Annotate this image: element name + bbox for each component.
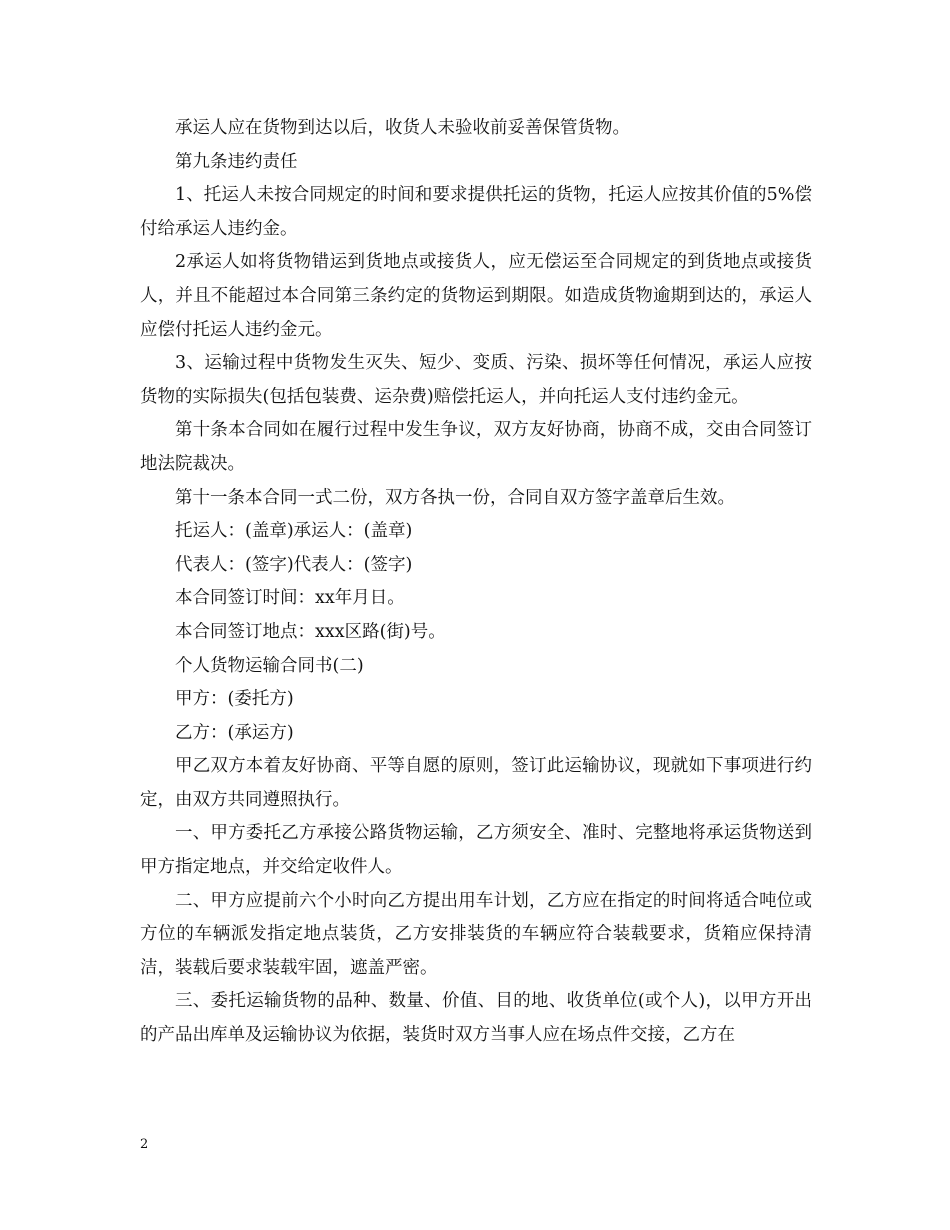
paragraph-15: 甲乙双方本着友好协商、平等自愿的原则，签订此运输协议，现就如下事项进行约定，由双方共同遵照执行。 xyxy=(140,756,812,810)
paragraph-3: 1、托运人未按合同规定的时间和要求提供托运的货物，托运人应按其价值的5%偿付给承运人违约金。 xyxy=(140,185,812,239)
paragraph-7: 第十一条本合同一式二份，双方各执一份，合同自双方签字盖章后生效。 xyxy=(175,487,735,508)
paragraph-11: 本合同签订地点：xxx区路(街)号。 xyxy=(175,621,446,642)
paragraph-12: 个人货物运输合同书(二) xyxy=(175,655,364,676)
paragraph-16: 一、甲方委托乙方承接公路货物运输，乙方须安全、准时、完整地将承运货物送到甲方指定地点，并交给定收件人。 xyxy=(140,823,812,878)
paragraph-9: 代表人：(签字)代表人：(签字) xyxy=(175,554,413,575)
paragraph-8: 托运人：(盖章)承运人：(盖章) xyxy=(175,521,413,542)
paragraph-2: 第九条违约责任 xyxy=(175,151,298,172)
paragraph-18: 三、委托运输货物的品种、数量、价值、目的地、收货单位(或个人)，以甲方开出的产品出库单及运输协议为依据，装货时双方当事人应在场点件交接，乙方在 xyxy=(140,991,812,1046)
paragraph-6: 第十条本合同如在履行过程中发生争议，双方友好协商，协商不成，交由合同签订地法院裁决。 xyxy=(140,420,812,474)
paragraph-5: 3、运输过程中货物发生灭失、短少、变质、污染、损坏等任何情况，承运人应按货物的实际损失(包括包装费、运杂费)赔偿托运人，并向托运人支付违约金元。 xyxy=(140,353,812,407)
page-number: 2 xyxy=(140,1137,149,1152)
paragraph-14: 乙方：(承运方) xyxy=(175,722,294,743)
paragraph-13: 甲方：(委托方) xyxy=(175,689,294,710)
paragraph-4: 2承运人如将货物错运到货地点或接货人，应无偿运至合同规定的到货地点或接货人，并且不能超过本合同第三条约定的货物运到期限。如造成货物逾期到达的，承运人应偿付托运人违约金元。 xyxy=(140,252,812,340)
paragraph-10: 本合同签订时间：xx年月日。 xyxy=(175,588,405,609)
paragraph-1: 承运人应在货物到达以后，收货人未验收前妥善保管货物。 xyxy=(175,118,630,138)
document-body xyxy=(140,112,812,1053)
paragraph-17: 二、甲方应提前六个小时向乙方提出用车计划，乙方应在指定的时间将适合吨位或方位的车辆派发指定地点装货，乙方安排装货的车辆应符合装载要求，货箱应保持清洁，装载后要求装载牢固，遮盖严密。 xyxy=(140,890,812,978)
